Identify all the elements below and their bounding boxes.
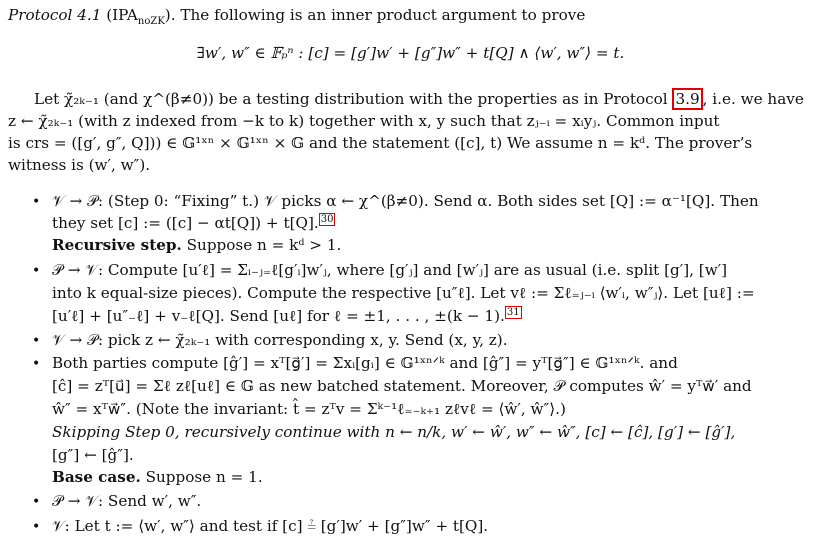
bullet-3-line-1: 𝒱 → 𝒫: pick z ← χ̃₂ₖ₋₁ with corresponding x, y. Send (x, y, z). [52,331,508,349]
intro-line-1 [34,90,804,109]
protocol-name-close: ). [164,6,176,24]
bullet-4-line-1: Both parties compute [ĝ′] = xᵀ[g⃗′] = Σxᵢ[gᵢ] ∈ 𝔾¹ˣⁿᐟᵏ and [ĝ″] = yᵀ[g⃗″] ∈ 𝔾¹ˣⁿᐟᵏ. and [52,354,678,372]
intro-text-1: Let χ̃₂ₖ₋₁ (and χ^(β≠0)) be a testing distribution with the properties as in Protocol [34,90,668,108]
protocol-label: Protocol 4.1 [8,6,102,24]
bullet-2-line-3 [52,307,522,326]
recursive-step-label: Recursive step. [52,236,182,254]
bullet-marker: • [32,356,41,372]
intro-text-1-tail: , i.e. we have [702,90,804,108]
base-case [52,468,263,487]
bullet-4-line-3: ŵ″ = xᵀw⃗″. (Note the invariant: t̂ = zᵀv = Σᵏ⁻¹ℓ₌₋ₖ₊₁ zℓvℓ = ⟨ŵ′, ŵ″⟩.) [52,400,566,418]
intro-line-3: is crs = ([g′, g″, Q])) ∈ 𝔾¹ˣⁿ × 𝔾¹ˣⁿ × 𝔾 and the statement ([c], t) We assume n = kᵈ. The prover’s [8,134,753,152]
bullet-2-line-2: into k equal-size pieces). Compute the respective [u″ℓ]. Let vℓ := Σℓ₌ⱼ₋ᵢ ⟨w′ᵢ, w″ⱼ⟩. Let [uℓ] := [52,284,755,302]
bullet-5-line-1: 𝒫 → 𝒱: Send w′, w″. [52,492,202,510]
bullet-1-line-1: 𝒱 → 𝒫: (Step 0: “Fixing” t.) 𝒱 picks α ← χ^(β≠0). Send α. Both sides set [Q] := α⁻¹[Q]. Then [52,192,759,210]
bullet-4-line-2: [ĉ] = zᵀ[u⃗] = Σℓ zℓ[uℓ] ∈ 𝔾 as new batched statement. Moreover, 𝒫 computes ŵ′ = yᵀw⃗′ and [52,377,752,395]
bullet-marker: • [32,263,41,279]
bullet-6-line-1: 𝒱: Let t := ⟨w′, w″⟩ and test if [c] ≟ [g′]w′ + [g″]w″ + t[Q]. [52,517,489,535]
bullet-2-text-3: [u′ℓ] + [u″₋ℓ] + v₋ℓ[Q]. Send [uℓ] for ℓ = ±1, . . . , ±(k − 1). [52,307,505,325]
bullet-1-line-2 [52,214,335,233]
protocol-ref-link[interactable]: 3.9 [672,88,702,110]
bullet-marker: • [32,194,41,210]
footnote-30-link[interactable]: 30 [320,213,334,225]
footnote-31-link[interactable]: 31 [506,306,520,318]
bullet-marker: • [32,519,41,535]
protocol-heading [8,6,586,28]
bullet-4-line-4: Skipping Step 0, recursively continue with n ← n/k, w′ ← ŵ′, w″ ← ŵ″, [c] ← [ĉ], [g′] ← [ĝ′], [52,423,736,441]
bullet-marker: • [32,333,41,349]
recursive-step [52,236,341,255]
base-case-label: Base case. [52,468,141,486]
bullet-4-line-5: [g″] ← [ĝ″]. [52,446,134,464]
protocol-name: (IPA [106,6,138,24]
recursive-step-text: Suppose n = kᵈ > 1. [186,236,342,254]
intro-line-2: z ← χ̃₂ₖ₋₁ (with z indexed from −k to k) together with x, y such that zⱼ₋ᵢ = xᵢyⱼ. Common input [8,112,720,130]
protocol-heading-text: The following is an inner product argument to prove [180,6,586,24]
bullet-2-line-1: 𝒫 → 𝒱: Compute [u′ℓ] = Σᵢ₋ⱼ₌ℓ[g′ᵢ]w′ⱼ, where [g′ⱼ] and [w′ⱼ] are as usual (i.e. split [g′], [w′] [52,261,728,279]
base-case-text: Suppose n = 1. [145,468,263,486]
statement-formula: ∃w′, w″ ∈ 𝔽ₚⁿ : [c] = [g′]w′ + [g″]w″ + t[Q] ∧ ⟨w′, w″⟩ = t. [196,44,625,62]
intro-line-4: witness is (w′, w″). [8,156,151,174]
bullet-1-text-2: they set [c] := ([c] − αt[Q]) + t[Q]. [52,214,319,232]
bullet-marker: • [32,494,41,510]
protocol-subscript: noZK [137,16,165,28]
